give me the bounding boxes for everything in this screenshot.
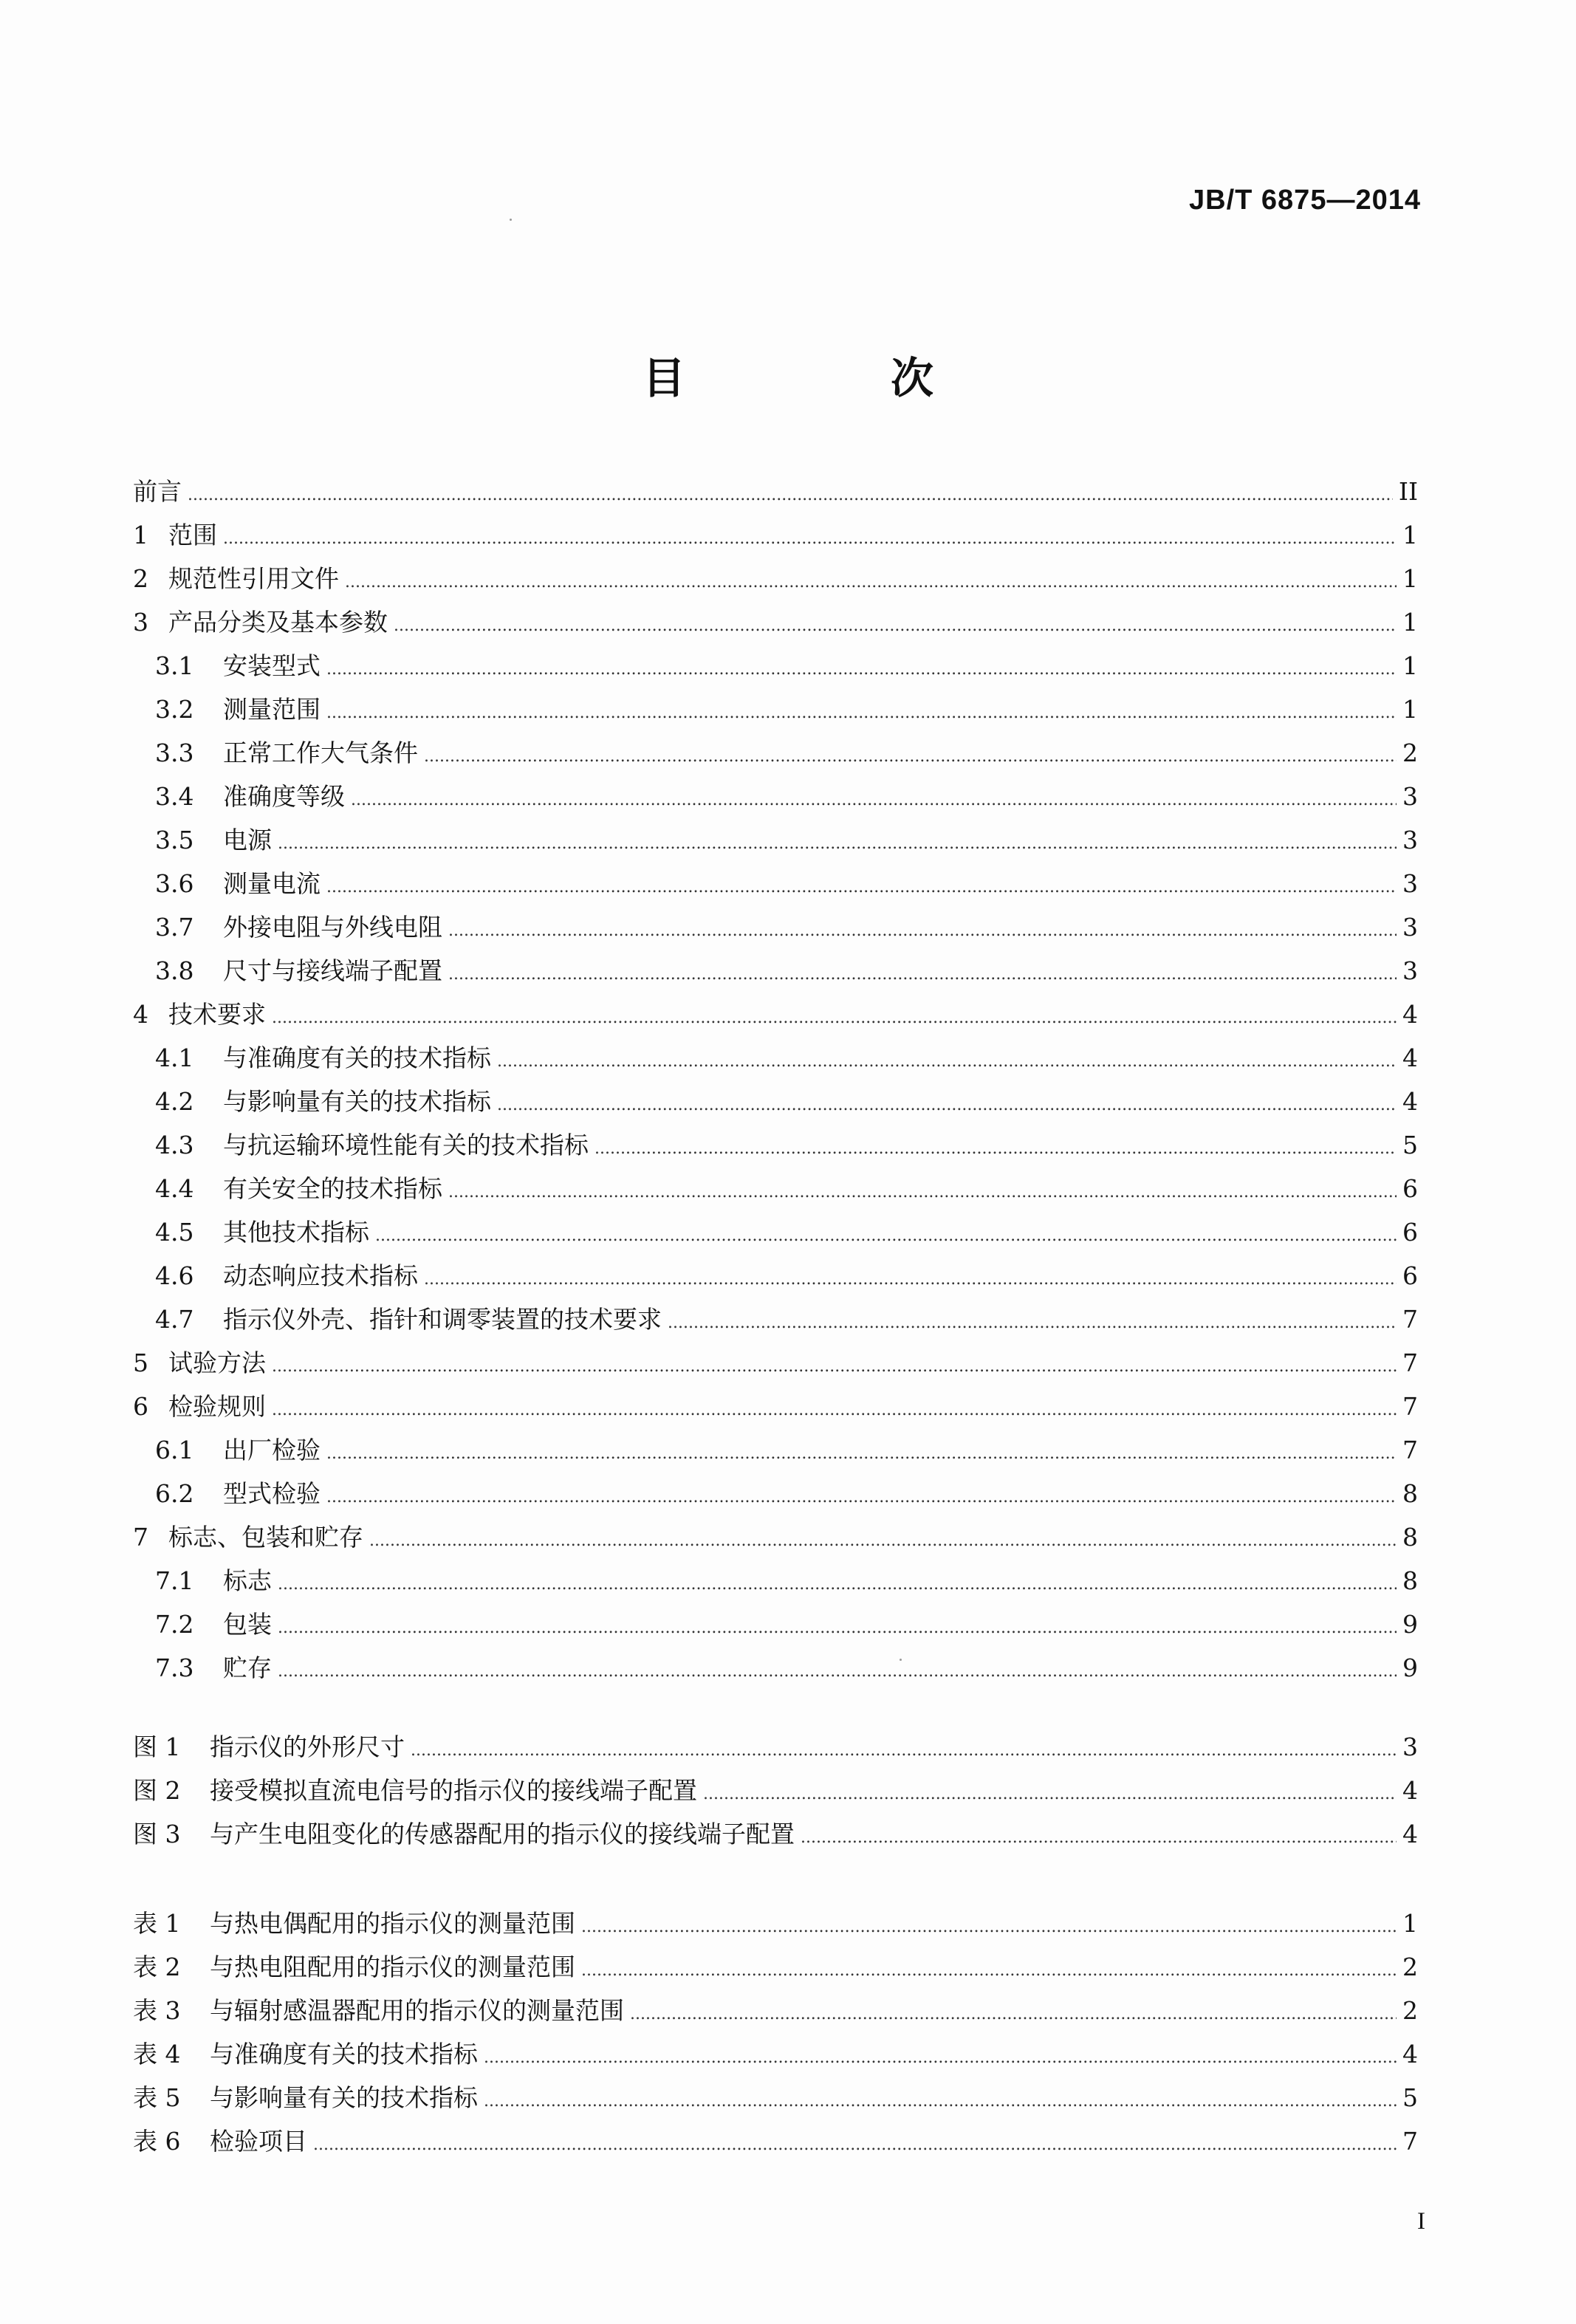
toc-main-list bbox=[133, 470, 1418, 1690]
toc-entry[interactable] bbox=[133, 2119, 1418, 2163]
toc-entry-page: 1 bbox=[1402, 1909, 1418, 1938]
toc-entry-page: 3 bbox=[1402, 826, 1418, 854]
toc-entry-page: 9 bbox=[1402, 1610, 1418, 1639]
scan-speck bbox=[900, 1659, 902, 1661]
toc-entry-number: 图 2 bbox=[133, 1776, 181, 1805]
toc-entry-label: 正常工作大气条件 bbox=[223, 738, 418, 767]
toc-entry-number: 3.6 bbox=[155, 869, 194, 898]
toc-leader-dots bbox=[703, 1772, 1397, 1816]
toc-entry-label: 动态响应技术指标 bbox=[223, 1261, 418, 1290]
toc-entry-number: 图 3 bbox=[133, 1820, 181, 1848]
toc-entry-number: 3.2 bbox=[155, 695, 194, 724]
toc-entry[interactable] bbox=[133, 1603, 1418, 1646]
toc-tables-list bbox=[133, 1902, 1418, 2163]
toc-entry-label: 与影响量有关的技术指标 bbox=[223, 1087, 491, 1116]
toc-entry-page: 3 bbox=[1402, 869, 1418, 898]
toc-leader-dots bbox=[278, 1650, 1397, 1693]
toc-entry-page: 7 bbox=[1402, 1348, 1418, 1377]
toc-entry-label: 外接电阻与外线电阻 bbox=[223, 913, 442, 942]
toc-entry[interactable] bbox=[133, 905, 1418, 949]
toc-entry-label: 规范性引用文件 bbox=[168, 564, 339, 593]
toc-entry[interactable] bbox=[133, 1167, 1418, 1210]
toc-entry-label: 技术要求 bbox=[168, 1000, 266, 1029]
toc-entry-page: 8 bbox=[1402, 1566, 1418, 1595]
toc-leader-dots bbox=[668, 1301, 1397, 1345]
toc-entry-number: 7.1 bbox=[155, 1566, 194, 1595]
toc-entry-label: 与准确度有关的技术指标 bbox=[223, 1043, 491, 1072]
toc-entry-label: 准确度等级 bbox=[223, 782, 345, 811]
toc-entry-page: 8 bbox=[1402, 1523, 1418, 1552]
toc-leader-dots bbox=[448, 1170, 1397, 1214]
toc-entry-label: 测量电流 bbox=[223, 869, 321, 898]
toc-entry-label: 贮存 bbox=[223, 1653, 272, 1682]
standard-code: JB/T 6875—2014 bbox=[1189, 185, 1421, 216]
toc-entry-page: 1 bbox=[1402, 695, 1418, 724]
toc-entry-page: 4 bbox=[1402, 1820, 1418, 1848]
toc-entry-page: 1 bbox=[1402, 564, 1418, 593]
toc-leader-dots bbox=[278, 822, 1397, 865]
toc-entry-page: 4 bbox=[1402, 1776, 1418, 1805]
toc-entry-label: 试验方法 bbox=[168, 1348, 266, 1377]
toc-entry[interactable] bbox=[133, 1945, 1418, 1989]
toc-entry-page: 7 bbox=[1402, 1392, 1418, 1421]
toc-entry-page: 6 bbox=[1402, 1261, 1418, 1290]
toc-entry-number: 3 bbox=[133, 608, 148, 637]
toc-entry-number: 7.2 bbox=[155, 1610, 194, 1639]
toc-leader-dots bbox=[630, 1992, 1397, 2036]
toc-entry-label: 前言 bbox=[133, 477, 182, 506]
toc-entry-label: 与产生电阻变化的传感器配用的指示仪的接线端子配置 bbox=[210, 1820, 795, 1848]
toc-entry-page: 2 bbox=[1402, 738, 1418, 767]
toc-entry[interactable] bbox=[133, 949, 1418, 993]
toc-entry-label: 产品分类及基本参数 bbox=[168, 608, 388, 637]
toc-leader-dots bbox=[278, 1606, 1397, 1650]
toc-entry-page: II bbox=[1398, 477, 1418, 506]
toc-leader-dots bbox=[801, 1816, 1397, 1859]
toc-leader-dots bbox=[497, 1040, 1397, 1083]
toc-leader-dots bbox=[345, 561, 1397, 604]
toc-figures-list bbox=[133, 1725, 1418, 1856]
toc-entry-number: 7.3 bbox=[155, 1653, 194, 1682]
toc-entry[interactable] bbox=[133, 1725, 1418, 1769]
toc-entry[interactable] bbox=[133, 513, 1418, 557]
toc-entry-page: 7 bbox=[1402, 1305, 1418, 1334]
toc-entry-number: 4.1 bbox=[155, 1043, 194, 1072]
toc-entry-label: 其他技术指标 bbox=[223, 1218, 369, 1247]
toc-entry-page: 3 bbox=[1402, 1732, 1418, 1761]
toc-leader-dots bbox=[424, 735, 1397, 778]
toc-entry-number: 4.6 bbox=[155, 1261, 194, 1290]
toc-leader-dots bbox=[326, 648, 1397, 691]
toc-entry-page: 4 bbox=[1402, 1087, 1418, 1116]
toc-entry-number: 2 bbox=[133, 564, 148, 593]
toc-entry[interactable] bbox=[133, 600, 1418, 644]
toc-leader-dots bbox=[424, 1258, 1397, 1301]
toc-entry-number: 表 1 bbox=[133, 1909, 181, 1938]
toc-entry-label: 测量范围 bbox=[223, 695, 321, 724]
scan-speck bbox=[510, 219, 512, 221]
toc-entry-page: 1 bbox=[1402, 651, 1418, 680]
toc-entry[interactable] bbox=[133, 731, 1418, 775]
toc-leader-dots bbox=[595, 1127, 1397, 1170]
toc-entry-number: 3.8 bbox=[155, 956, 194, 985]
toc-entry-label: 有关安全的技术指标 bbox=[223, 1174, 442, 1203]
toc-leader-dots bbox=[313, 2123, 1397, 2167]
toc-leader-dots bbox=[375, 1214, 1397, 1258]
toc-leader-dots bbox=[188, 473, 1393, 517]
toc-leader-dots bbox=[448, 909, 1397, 953]
toc-entry-number: 表 2 bbox=[133, 1953, 181, 1981]
toc-entry[interactable] bbox=[133, 1559, 1418, 1603]
toc-entry-page: 9 bbox=[1402, 1653, 1418, 1682]
toc-leader-dots bbox=[223, 517, 1397, 561]
toc-entry[interactable] bbox=[133, 1298, 1418, 1341]
toc-entry-number: 4 bbox=[133, 1000, 148, 1029]
toc-entry[interactable] bbox=[133, 1812, 1418, 1856]
toc-entry-number: 表 5 bbox=[133, 2083, 181, 2112]
toc-leader-dots bbox=[484, 2080, 1397, 2123]
toc-entry-label: 出厂检验 bbox=[223, 1436, 321, 1464]
toc-entry-page: 3 bbox=[1402, 956, 1418, 985]
toc-entry-page: 1 bbox=[1402, 521, 1418, 549]
toc-entry-number: 6 bbox=[133, 1392, 148, 1421]
toc-entry-number: 7 bbox=[133, 1523, 148, 1552]
toc-entry-number: 3.1 bbox=[155, 651, 194, 680]
toc-entry-label: 指示仪的外形尺寸 bbox=[210, 1732, 405, 1761]
toc-entry-number: 表 4 bbox=[133, 2040, 181, 2068]
toc-entry[interactable] bbox=[133, 470, 1418, 513]
toc-entry-number: 图 1 bbox=[133, 1732, 181, 1761]
toc-entry-number: 6.1 bbox=[155, 1436, 194, 1464]
toc-entry-number: 4.2 bbox=[155, 1087, 194, 1116]
toc-entry-number: 表 3 bbox=[133, 1996, 181, 2025]
toc-entry-number: 6.2 bbox=[155, 1479, 194, 1508]
toc-entry-label: 接受模拟直流电信号的指示仪的接线端子配置 bbox=[210, 1776, 697, 1805]
toc-entry-label: 与热电阻配用的指示仪的测量范围 bbox=[210, 1953, 575, 1981]
toc-title: 目 次 bbox=[642, 353, 1015, 403]
toc-entry[interactable] bbox=[133, 1254, 1418, 1298]
toc-entry[interactable] bbox=[133, 1989, 1418, 2032]
toc-leader-dots bbox=[497, 1083, 1397, 1127]
toc-entry[interactable] bbox=[133, 862, 1418, 905]
toc-leader-dots bbox=[411, 1729, 1397, 1772]
toc-entry[interactable] bbox=[133, 2076, 1418, 2119]
toc-entry-page: 5 bbox=[1402, 2083, 1418, 2112]
toc-leader-dots bbox=[369, 1519, 1397, 1563]
toc-entry-label: 电源 bbox=[223, 826, 272, 854]
toc-entry[interactable] bbox=[133, 1123, 1418, 1167]
toc-entry[interactable] bbox=[133, 688, 1418, 731]
toc-entry-number: 3.4 bbox=[155, 782, 194, 811]
toc-entry[interactable] bbox=[133, 1515, 1418, 1559]
toc-entry-page: 7 bbox=[1402, 1436, 1418, 1464]
toc-entry-label: 标志 bbox=[223, 1566, 272, 1595]
toc-leader-dots bbox=[272, 1345, 1397, 1388]
toc-entry-number: 4.3 bbox=[155, 1131, 194, 1159]
toc-entry-page: 2 bbox=[1402, 1953, 1418, 1981]
toc-entry[interactable] bbox=[133, 557, 1418, 600]
toc-entry-number: 3.3 bbox=[155, 738, 194, 767]
toc-entry[interactable] bbox=[133, 2032, 1418, 2076]
toc-entry-number: 表 6 bbox=[133, 2127, 181, 2156]
toc-entry[interactable] bbox=[133, 644, 1418, 688]
toc-entry-label: 与辐射感温器配用的指示仪的测量范围 bbox=[210, 1996, 624, 2025]
toc-entry-number: 4.4 bbox=[155, 1174, 194, 1203]
toc-entry-number: 1 bbox=[133, 521, 148, 549]
toc-entry-label: 与准确度有关的技术指标 bbox=[210, 2040, 478, 2068]
toc-entry[interactable] bbox=[133, 1428, 1418, 1472]
toc-entry[interactable] bbox=[133, 818, 1418, 862]
toc-entry-page: 2 bbox=[1402, 1996, 1418, 2025]
toc-entry[interactable] bbox=[133, 1769, 1418, 1812]
toc-leader-dots bbox=[484, 2036, 1397, 2080]
toc-leader-dots bbox=[272, 1388, 1397, 1432]
toc-entry-page: 3 bbox=[1402, 913, 1418, 942]
toc-entry-label: 检验规则 bbox=[168, 1392, 266, 1421]
toc-entry-page: 3 bbox=[1402, 782, 1418, 811]
toc-leader-dots bbox=[581, 1949, 1397, 1992]
toc-entry-label: 尺寸与接线端子配置 bbox=[223, 956, 442, 985]
toc-entry-label: 与热电偶配用的指示仪的测量范围 bbox=[210, 1909, 575, 1938]
toc-entry[interactable] bbox=[133, 1036, 1418, 1080]
toc-entry[interactable] bbox=[133, 1210, 1418, 1254]
toc-entry-page: 5 bbox=[1402, 1131, 1418, 1159]
toc-entry-label: 检验项目 bbox=[210, 2127, 307, 2156]
toc-entry-page: 8 bbox=[1402, 1479, 1418, 1508]
toc-leader-dots bbox=[326, 865, 1397, 909]
toc-entry-page: 1 bbox=[1402, 608, 1418, 637]
toc-leader-dots bbox=[326, 1475, 1397, 1519]
page-number: I bbox=[1417, 2208, 1425, 2235]
toc-entry[interactable] bbox=[133, 1646, 1418, 1690]
toc-entry-page: 4 bbox=[1402, 1043, 1418, 1072]
toc-leader-dots bbox=[278, 1563, 1397, 1606]
toc-entry-label: 型式检验 bbox=[223, 1479, 321, 1508]
toc-entry[interactable] bbox=[133, 1080, 1418, 1123]
toc-entry-number: 3.5 bbox=[155, 826, 194, 854]
toc-leader-dots bbox=[351, 778, 1397, 822]
toc-entry-label: 标志、包装和贮存 bbox=[168, 1523, 363, 1552]
toc-entry-number: 5 bbox=[133, 1348, 148, 1377]
toc-entry[interactable] bbox=[133, 775, 1418, 818]
toc-leader-dots bbox=[394, 604, 1397, 648]
toc-entry-label: 与抗运输环境性能有关的技术指标 bbox=[223, 1131, 589, 1159]
toc-leader-dots bbox=[326, 691, 1397, 735]
toc-leader-dots bbox=[581, 1905, 1397, 1949]
toc-leader-dots bbox=[326, 1432, 1397, 1475]
toc-entry[interactable] bbox=[133, 1472, 1418, 1515]
toc-leader-dots bbox=[272, 996, 1397, 1040]
toc-entry-number: 4.7 bbox=[155, 1305, 194, 1334]
toc-entry-page: 4 bbox=[1402, 1000, 1418, 1029]
toc-entry-page: 6 bbox=[1402, 1218, 1418, 1247]
toc-entry-page: 4 bbox=[1402, 2040, 1418, 2068]
toc-entry-label: 安装型式 bbox=[223, 651, 321, 680]
toc-entry-label: 指示仪外壳、指针和调零装置的技术要求 bbox=[223, 1305, 662, 1334]
toc-entry[interactable] bbox=[133, 1385, 1418, 1428]
toc-entry[interactable] bbox=[133, 1902, 1418, 1945]
toc-entry[interactable] bbox=[133, 993, 1418, 1036]
toc-entry-label: 包装 bbox=[223, 1610, 272, 1639]
toc-entry[interactable] bbox=[133, 1341, 1418, 1385]
toc-entry-number: 4.5 bbox=[155, 1218, 194, 1247]
toc-entry-page: 7 bbox=[1402, 2127, 1418, 2156]
toc-entry-label: 范围 bbox=[168, 521, 217, 549]
toc-entry-number: 3.7 bbox=[155, 913, 194, 942]
toc-entry-label: 与影响量有关的技术指标 bbox=[210, 2083, 478, 2112]
toc-entry-page: 6 bbox=[1402, 1174, 1418, 1203]
toc-leader-dots bbox=[448, 953, 1397, 996]
